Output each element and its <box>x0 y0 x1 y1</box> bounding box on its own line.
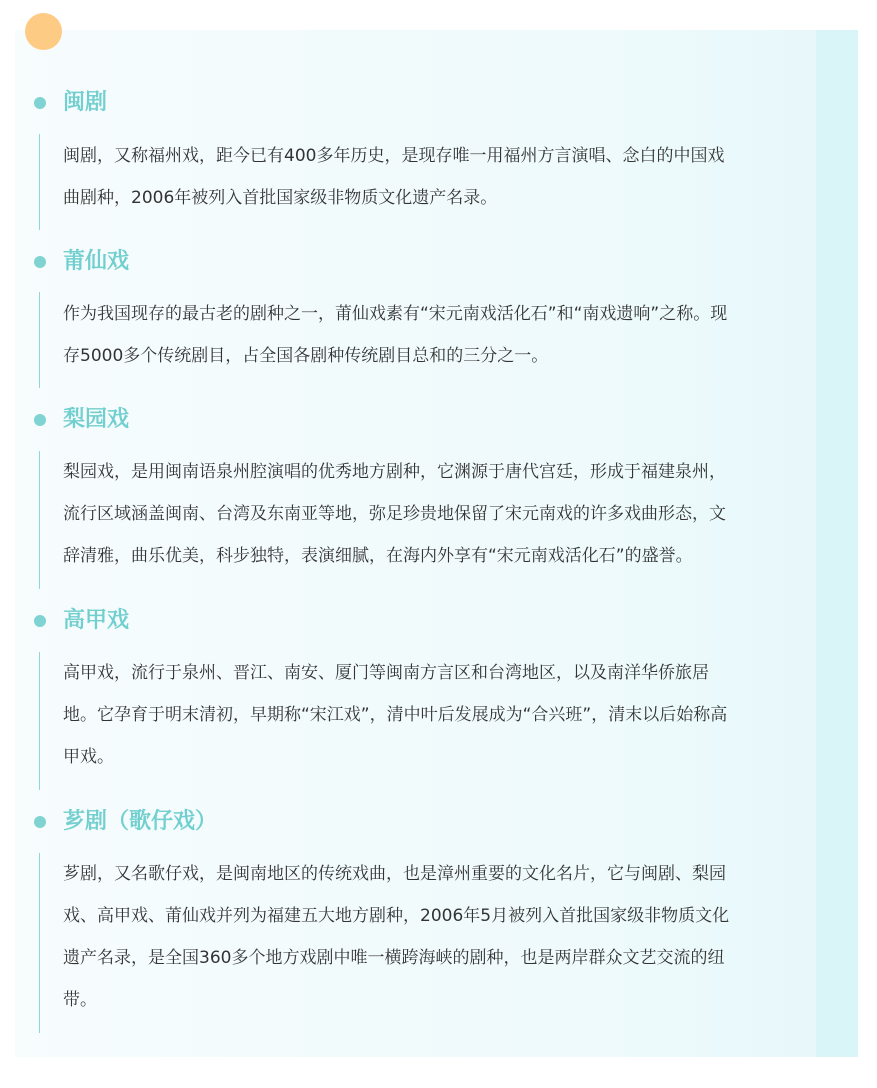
decorative-circle <box>25 13 62 50</box>
section-body <box>63 135 803 219</box>
body-line: 梨园戏，是用闽南语泉州腔演唱的优秀地方剧种，它渊源于唐代宫廷，形成于福建泉州， <box>63 462 726 482</box>
body-line: 芗剧，又名歌仔戏，是闽南地区的传统戏曲，也是漳州重要的文化名片，它与闽剧、梨园 <box>63 864 726 884</box>
section-divider-line <box>39 134 40 230</box>
section-body <box>63 853 803 1021</box>
body-line: 辞清雅，曲乐优美，科步独特，表演细腻，在海内外享有“宋元南戏活化石”的盛誉。 <box>63 546 693 566</box>
section-body <box>63 451 803 577</box>
body-line: 作为我国现存的最古老的剧种之一，莆仙戏素有“宋元南戏活化石”和“南戏遗响”之称。现 <box>63 304 728 324</box>
section-divider-line <box>39 451 40 589</box>
body-line: 存5000多个传统剧目，占全国各剧种传统剧目总和的三分之一。 <box>63 346 549 366</box>
section-title: 芗剧（歌仔戏） <box>63 809 218 834</box>
body-line: 流行区域涵盖闽南、台湾及东南亚等地，弥足珍贵地保留了宋元南戏的许多戏曲形态，文 <box>63 504 726 524</box>
body-line: 戏、高甲戏、莆仙戏并列为福建五大地方剧种，2006年5月被列入首批国家级非物质文化 <box>63 906 730 926</box>
body-line: 曲剧种，2006年被列入首批国家级非物质文化遗产名录。 <box>63 188 498 208</box>
bullet-dot-icon <box>34 97 46 109</box>
section-divider-line <box>39 652 40 790</box>
bullet-dot-icon <box>34 615 46 627</box>
section-body <box>63 652 803 778</box>
card-right-strip <box>816 30 858 1057</box>
bullet-dot-icon <box>34 414 46 426</box>
body-line: 地。它孕育于明末清初，早期称“宋江戏”，清中叶后发展成为“合兴班”，清末以后始称高 <box>63 705 728 725</box>
section-title: 梨园戏 <box>63 407 130 432</box>
section-title: 闽剧 <box>63 90 108 115</box>
body-line: 遗产名录，是全国360多个地方戏剧中唯一横跨海峡的剧种，也是两岸群众文艺交流的纽 <box>63 948 725 968</box>
section-divider-line <box>39 292 40 388</box>
section-body <box>63 293 803 377</box>
bullet-dot-icon <box>34 256 46 268</box>
section-divider-line <box>39 853 40 1033</box>
section-title: 高甲戏 <box>63 608 130 633</box>
bullet-dot-icon <box>34 816 46 828</box>
body-line: 甲戏。 <box>63 747 114 767</box>
section-title: 莆仙戏 <box>63 249 130 274</box>
body-line: 高甲戏，流行于泉州、晋江、南安、厦门等闽南方言区和台湾地区，以及南洋华侨旅居 <box>63 663 709 683</box>
body-line: 带。 <box>63 990 97 1010</box>
body-line: 闽剧，又称福州戏，距今已有400多年历史，是现存唯一用福州方言演唱、念白的中国戏 <box>63 146 725 166</box>
